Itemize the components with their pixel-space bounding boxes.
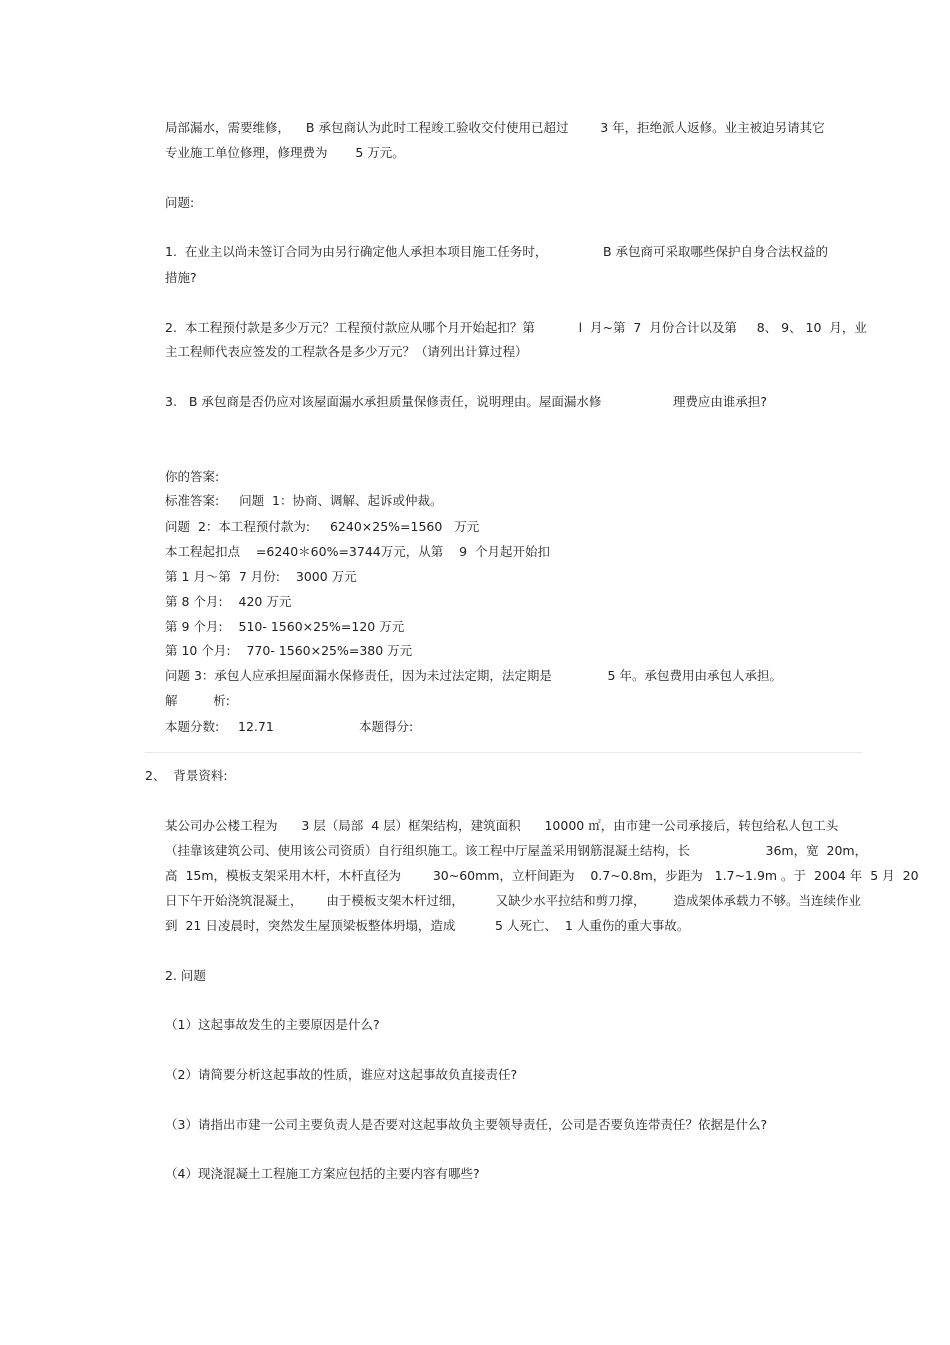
background-line-4: 日下午开始浇筑混凝土， 由于模板支架木杆过细， 又缺少水平拉结和剪刀撑， 造成架体承载力不够。当连续作业 — [165, 893, 861, 908]
question-1-line-1: 1. 在业主以尚未签订合同为由另行确定他人承担本项目施工任务时， B 承包商可采取哪些保护自身合法权益的 — [165, 244, 829, 259]
earned-label: 本题得分: — [359, 719, 414, 734]
answer-line-6: 第 9 个月: 510- 1560×25%=120 万元 — [165, 619, 405, 634]
question2-item-4: （4）现浇混凝土工程施工方案应包括的主要内容有哪些? — [165, 1166, 480, 1181]
question-3-line-1: 3. B 承包商是否仍应对该屋面漏水承担质量保修责任，说明理由。屋面漏水修 理费应由谁承担? — [165, 394, 768, 409]
answer-line-3: 本工程起扣点 =6240＊60%=3744万元，从第 9 个月起开始扣 — [165, 544, 551, 559]
question2-item-2: （2）请简要分析这起事故的性质，谁应对这起事故负直接责任? — [165, 1067, 518, 1082]
answer-line-5: 第 8 个月: 420 万元 — [165, 594, 292, 609]
question-divider — [145, 752, 862, 753]
background-line-3: 高 15m，模板支架采用木杆，木杆直径为 30~60mm，立杆间距为 0.7~0.8m，步距为 1.7~1.9m 。于 2004 年 5 月 20 — [165, 868, 919, 883]
question-2-line-1: 2. 本工程预付款是多少万元？工程预付款应从哪个月开始起扣？第 l 月~第 7 月份合计以及第 8、 9、 10 月，业 — [165, 320, 867, 335]
intro-line-2: 专业施工单位修理，修理费为 5 万元。 — [165, 145, 405, 160]
question2-heading: 2、 背景资料: — [145, 768, 228, 783]
answer-line-8: 问题 3：承包人应承担屋面漏水保修责任，因为未过法定期，法定期是 5 年。承包费用由承包人承担。 — [165, 668, 782, 683]
question-1-line-2: 措施? — [165, 270, 197, 285]
your-answer-label: 你的答案: — [165, 469, 220, 484]
question2-item-3: （3）请指出市建一公司主要负责人是否要对这起事故负主要领导责任，公司是否要负连带责任？依据是什么? — [165, 1117, 768, 1132]
background-line-1: 某公司办公楼工程为 3 层（局部 4 层）框架结构，建筑面积 10000 ㎡，由市建一公司承接后，转包给私人包工头 — [165, 818, 839, 833]
question-2-line-2: 主工程师代表应签发的工程款各是多少万元？（请列出计算过程） — [165, 344, 528, 359]
answer-line-2: 问题 2：本工程预付款为: 6240×25%=1560 万元 — [165, 519, 480, 534]
answer-line-4: 第 1 月～第 7 月份: 3000 万元 — [165, 569, 357, 584]
intro-line-1: 局部漏水，需要维修， B 承包商认为此时工程竣工验收交付使用已超过 3 年，拒绝派人返修。业主被迫另请其它 — [165, 120, 825, 135]
background-line-5: 到 21 日凌晨时，突然发生屋顶梁板整体坍塌，造成 5 人死亡、 1 人重伤的重大事故。 — [165, 918, 690, 933]
question2-item-1: （1）这起事故发生的主要原因是什么? — [165, 1017, 380, 1032]
answer-line-1: 标准答案: 问题 1：协商、调解、起诉或仲裁。 — [165, 493, 443, 508]
question2-questions-heading: 2. 问题 — [165, 968, 206, 983]
score-value: 12.71 — [238, 719, 274, 734]
background-line-2: （挂靠该建筑公司、使用该公司资质）自行组织施工。该工程中厅屋盖采用钢筋混凝土结构，长 36m，宽 20m， — [165, 843, 868, 858]
analysis-label: 解 析: — [165, 693, 230, 708]
questions-heading: 问题: — [165, 195, 195, 210]
score-label: 本题分数: — [165, 719, 220, 734]
answer-line-7: 第 10 个月: 770- 1560×25%=380 万元 — [165, 643, 413, 658]
